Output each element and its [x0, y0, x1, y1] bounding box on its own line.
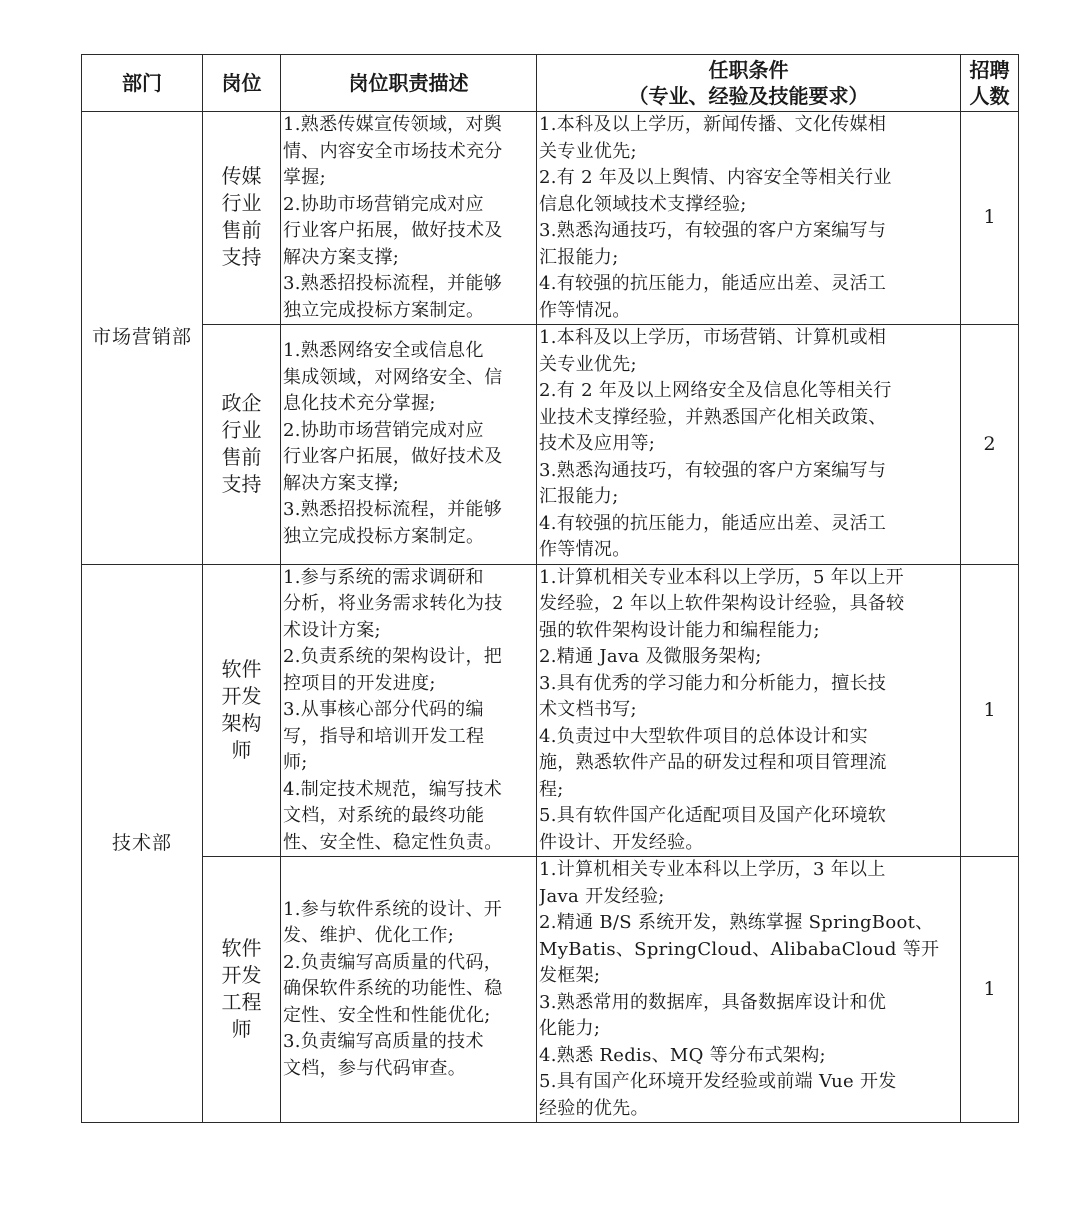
requirement-line: 2.精通 B/S 系统开发，熟练掌握 SpringBoot、 [539, 912, 934, 933]
recruitment-table [81, 54, 1019, 1123]
duty-line: 3.熟悉招投标流程，并能够 [283, 273, 503, 294]
duty-line: 3.负责编写高质量的技术 [283, 1031, 484, 1053]
duty-line: 师; [283, 752, 308, 773]
requirement-line: 2.有 2 年及以上舆情、内容安全等相关行业 [539, 167, 892, 188]
requirement-line: 件设计、开发经验。 [539, 831, 704, 853]
duty-line: 文档，对系统的最终功能 [283, 805, 485, 826]
header-row [82, 55, 1019, 112]
department-cell [82, 564, 203, 1123]
duty-line: 分析，将业务需求转化为技 [283, 593, 503, 614]
requirement-line: 3.熟悉常用的数据库，具备数据库设计和优 [539, 991, 887, 1013]
count-cell [961, 325, 1019, 565]
duty-line: 解决方案支撑; [283, 246, 400, 268]
requirement-line: 5.具有软件国产化适配项目及国产化环境软 [539, 805, 887, 826]
duty-line: 1.熟悉网络安全或信息化 [283, 340, 484, 362]
position-cell [203, 112, 281, 325]
duty-line: 解决方案支撑; [283, 472, 400, 494]
requirement-line: 1.计算机相关专业本科以上学历，3 年以上 [539, 859, 886, 880]
duty-line: 2.负责系统的架构设计，把 [283, 646, 503, 667]
count-cell [961, 112, 1019, 325]
requirements-cell [537, 112, 961, 325]
requirement-line: MyBatis、SpringCloud、AlibabaCloud 等开 [539, 938, 940, 960]
requirement-line: 强的软件架构设计能力和编程能力; [539, 619, 820, 641]
duty-line: 控项目的开发进度; [283, 672, 436, 694]
requirement-line: 4.有较强的抗压能力，能适应出差、灵活工 [539, 512, 887, 534]
requirement-line: 发框架; [539, 965, 601, 986]
duty-line: 独立完成投标方案制定。 [283, 525, 485, 547]
hire-count: 1 [983, 977, 996, 1000]
requirement-line: 汇报能力; [539, 486, 619, 507]
duty-line: 发、维护、优化工作; [283, 925, 455, 947]
duties-cell [281, 112, 537, 325]
duties-cell [281, 857, 537, 1123]
requirement-line: 程; [539, 778, 564, 800]
requirement-line: 2.有 2 年及以上网络安全及信息化等相关行 [539, 380, 892, 401]
duty-line: 2.协助市场营销完成对应 [283, 193, 484, 215]
requirement-line: Java 开发经验; [539, 885, 665, 907]
requirement-line: 4.有较强的抗压能力，能适应出差、灵活工 [539, 273, 887, 294]
table-row [82, 564, 1019, 857]
duty-line: 集成领域，对网络安全、信 [283, 366, 503, 388]
header-position: 岗位 [203, 55, 281, 112]
position-name: 政企行业售前支持 [221, 390, 262, 496]
header-duties: 岗位职责描述 [281, 55, 537, 112]
requirement-line: 2.精通 Java 及微服务架构; [539, 646, 762, 667]
requirement-line: 3.熟悉沟通技巧，有较强的客户方案编写与 [539, 459, 887, 481]
requirement-line: 技术及应用等; [539, 433, 656, 454]
requirement-line: 1.本科及以上学历，市场营销、计算机或相 [539, 327, 887, 348]
position-name: 传媒行业售前支持 [221, 164, 262, 270]
position-cell [203, 564, 281, 857]
requirement-line: 5.具有国产化环境开发经验或前端 Vue 开发 [539, 1071, 897, 1092]
requirement-line: 术文档书写; [539, 699, 637, 720]
header-count-line1: 招聘 [969, 58, 1010, 82]
header-count-line2: 人数 [969, 84, 1010, 108]
requirement-line: 经验的优先。 [539, 1097, 649, 1119]
duties-cell [281, 564, 537, 857]
duty-line: 4.制定技术规范，编写技术 [283, 778, 503, 800]
duty-line: 1.参与系统的需求调研和 [283, 566, 484, 588]
duty-line: 独立完成投标方案制定。 [283, 299, 485, 321]
duty-line: 写，指导和培训开发工程 [283, 725, 485, 747]
duty-line: 1.熟悉传媒宣传领域，对舆 [283, 114, 503, 135]
requirements-cell [537, 857, 961, 1123]
position-cell [203, 325, 281, 565]
requirement-line: 关专业优先; [539, 140, 637, 162]
table-row [82, 325, 1019, 565]
requirement-line: 作等情况。 [539, 299, 631, 321]
duty-line: 3.熟悉招投标流程，并能够 [283, 499, 503, 521]
header-dept: 部门 [82, 55, 203, 112]
header-requirements [537, 55, 961, 112]
requirement-line: 3.具有优秀的学习能力和分析能力，擅长技 [539, 672, 887, 694]
requirement-line: 汇报能力; [539, 246, 619, 268]
requirements-cell [537, 325, 961, 565]
duty-line: 息化技术充分掌握; [283, 393, 436, 415]
header-req-title: 任职条件 [708, 58, 789, 82]
duty-line: 行业客户拓展，做好技术及 [283, 446, 503, 468]
duty-line: 确保软件系统的功能性、稳 [283, 978, 503, 1000]
duty-line: 行业客户拓展，做好技术及 [283, 220, 503, 241]
requirement-line: 4.负责过中大型软件项目的总体设计和实 [539, 725, 868, 747]
requirement-line: 3.熟悉沟通技巧，有较强的客户方案编写与 [539, 220, 887, 241]
duty-line: 情、内容安全市场技术充分 [283, 140, 503, 162]
requirement-line: 关专业优先; [539, 353, 637, 375]
count-cell [961, 857, 1019, 1123]
requirement-line: 施，熟悉软件产品的研发过程和项目管理流 [539, 752, 887, 773]
duty-line: 3.从事核心部分代码的编 [283, 699, 484, 720]
requirement-line: 业技术支撑经验，并熟悉国产化相关政策、 [539, 406, 887, 428]
duty-line: 1.参与软件系统的设计、开 [283, 898, 503, 920]
header-count [961, 55, 1019, 112]
department-name: 技术部 [111, 831, 172, 854]
header-req-subtitle: （专业、经验及技能要求） [628, 84, 869, 108]
hire-count: 1 [983, 206, 996, 229]
count-cell [961, 564, 1019, 857]
requirement-line: 发经验，2 年以上软件架构设计经验，具备较 [539, 593, 905, 614]
position-name: 软件开发架构师 [221, 656, 262, 762]
duty-line: 文档，参与代码审查。 [283, 1057, 466, 1079]
duty-line: 2.负责编写高质量的代码， [283, 951, 503, 973]
requirement-line: 作等情况。 [539, 539, 631, 560]
department-name: 市场营销部 [91, 326, 192, 348]
duty-line: 性、安全性、稳定性负责。 [283, 831, 503, 853]
duty-line: 定性、安全性和性能优化; [283, 1004, 491, 1026]
duties-cell [281, 325, 537, 565]
requirement-line: 4.熟悉 Redis、MQ 等分布式架构; [539, 1044, 826, 1066]
duty-line: 2.协助市场营销完成对应 [283, 419, 484, 441]
requirement-line: 信息化领域技术支撑经验; [539, 193, 747, 215]
requirement-line: 化能力; [539, 1018, 601, 1039]
hire-count: 1 [983, 698, 996, 721]
duty-line: 掌握; [283, 167, 326, 188]
table-row [82, 857, 1019, 1123]
position-name: 软件开发工程师 [221, 935, 262, 1041]
duty-line: 术设计方案; [283, 619, 381, 641]
hire-count: 2 [983, 432, 996, 455]
table-row [82, 112, 1019, 325]
position-cell [203, 857, 281, 1123]
requirement-line: 1.计算机相关专业本科以上学历，5 年以上开 [539, 566, 904, 588]
requirement-line: 1.本科及以上学历，新闻传播、文化传媒相 [539, 114, 887, 135]
requirements-cell [537, 564, 961, 857]
department-cell [82, 112, 203, 565]
